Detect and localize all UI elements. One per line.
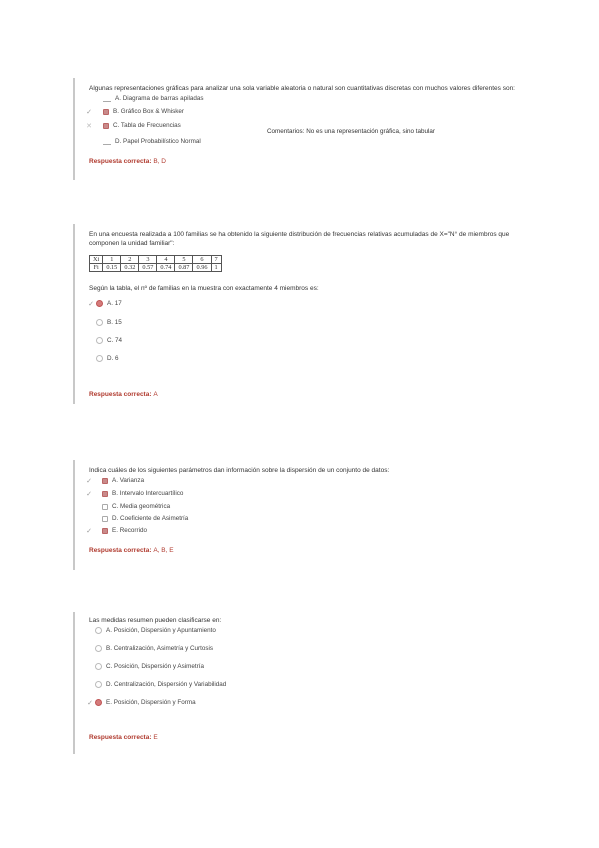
table-row <box>90 264 222 272</box>
table-cell: 0.74 <box>157 264 175 272</box>
q3-option-e-checkbox[interactable] <box>102 528 108 534</box>
q1-option-b-label: B. Gráfico Box & Whisker <box>113 108 185 115</box>
q2-option-a[interactable] <box>96 300 122 307</box>
question-3-text: Indica cuáles de los siguientes parámetros dan información sobre la dispersión de un conjunto de datos: <box>89 467 390 474</box>
q1-option-b-checkbox[interactable] <box>103 109 109 115</box>
answer-label: Respuesta correcta: <box>89 391 152 398</box>
table-cell: 2 <box>121 256 139 264</box>
q1-correct-answer <box>89 158 166 165</box>
q1-option-a-blank <box>103 96 111 102</box>
q1-option-c-checkbox[interactable] <box>103 123 109 129</box>
answer-value: E <box>153 734 158 741</box>
answer-value: A <box>153 391 158 398</box>
q4-option-c-radio[interactable] <box>95 663 102 670</box>
check-icon: ✓ <box>88 301 94 308</box>
check-icon: ✓ <box>86 109 92 116</box>
question-1 <box>73 78 535 180</box>
q1-option-a[interactable] <box>103 95 204 102</box>
q3-option-c[interactable] <box>102 503 170 510</box>
answer-value: A, B, E <box>153 547 174 554</box>
table-cell: 3 <box>139 256 157 264</box>
check-icon: ✓ <box>86 478 92 485</box>
table-cell: 7 <box>211 256 221 264</box>
q2-option-b-label: B. 15 <box>107 319 122 326</box>
q3-option-e[interactable] <box>102 527 147 534</box>
q3-option-a[interactable] <box>102 477 144 484</box>
q2-option-c-radio[interactable] <box>96 337 103 344</box>
table-cell: 6 <box>193 256 211 264</box>
q4-option-a-label: A. Posición, Dispersión y Apuntamiento <box>106 627 216 634</box>
table-cell: 0.96 <box>193 264 211 272</box>
q3-option-b-checkbox[interactable] <box>102 491 108 497</box>
table-cell: 0.15 <box>103 264 121 272</box>
q2-option-a-radio[interactable] <box>96 300 103 307</box>
check-icon: ✓ <box>87 700 93 707</box>
q2-option-b[interactable] <box>96 319 122 326</box>
table-cell: 4 <box>157 256 175 264</box>
q4-option-b-radio[interactable] <box>95 645 102 652</box>
answer-label: Respuesta correcta: <box>89 734 152 741</box>
q1-option-d[interactable] <box>103 138 201 145</box>
question-2-prompt: Según la tabla, el nº de familias en la muestra con exactamente 4 miembros es: <box>89 285 319 292</box>
q2-option-d-radio[interactable] <box>96 355 103 362</box>
question-4-text: Las medidas resumen pueden clasificarse en: <box>89 617 222 624</box>
table-cell: 0.57 <box>139 264 157 272</box>
answer-label: Respuesta correcta: <box>89 158 152 165</box>
table-row <box>90 256 222 264</box>
q3-correct-answer <box>89 547 174 554</box>
q3-option-a-label: A. Varianza <box>112 477 145 484</box>
q1-option-d-label: D. Papel Probabilístico Normal <box>115 138 201 145</box>
q1-option-b[interactable] <box>103 108 184 115</box>
table-cell: 0.32 <box>121 264 139 272</box>
q3-option-b[interactable] <box>102 490 183 497</box>
question-4 <box>73 612 535 754</box>
q4-option-e-radio[interactable] <box>95 699 102 706</box>
q3-option-a-checkbox[interactable] <box>102 478 108 484</box>
check-icon: ✓ <box>86 528 92 535</box>
answer-label: Respuesta correcta: <box>89 547 152 554</box>
q2-option-b-radio[interactable] <box>96 319 103 326</box>
question-2-text-line1: En una encuesta realizada a 100 familias se ha obtenido la siguiente distribución de frecuencias relativas acumuladas de X="N° de miembros que <box>89 231 510 238</box>
answer-value: B, D <box>153 158 166 165</box>
q4-option-c[interactable] <box>95 663 204 670</box>
table-cell: 0.87 <box>175 264 193 272</box>
cross-icon: ✕ <box>86 123 92 130</box>
question-1-text: Algunas representaciones gráficas para analizar una sola variable aleatoria o natural son cuantitativas discretas con muchos valores diferentes son: <box>89 85 515 92</box>
q3-option-d[interactable] <box>102 515 188 522</box>
q4-option-e[interactable] <box>95 699 196 706</box>
q3-option-d-label: D. Coeficiente de Asimetría <box>112 515 189 522</box>
q4-option-b[interactable] <box>95 645 213 652</box>
q4-correct-answer <box>89 734 158 741</box>
q4-option-d-label: D. Centralización, Dispersión y Variabilidad <box>106 681 227 688</box>
q3-option-d-checkbox[interactable] <box>102 516 108 522</box>
q4-option-c-label: C. Posición, Dispersión y Asimetría <box>106 663 204 670</box>
q2-option-a-label: A. 17 <box>107 300 122 307</box>
q4-option-e-label: E. Posición, Dispersión y Forma <box>106 699 196 706</box>
q4-option-a[interactable] <box>95 627 216 634</box>
q2-option-c-label: C. 74 <box>107 337 123 344</box>
q2-option-d[interactable] <box>96 355 119 362</box>
q4-option-d[interactable] <box>95 681 226 688</box>
q3-option-e-label: E. Recorrido <box>112 527 147 534</box>
q3-option-b-label: B. Intervalo Intercuartílico <box>112 490 184 497</box>
q4-option-b-label: B. Centralización, Asimetría y Curtosis <box>106 645 214 652</box>
table-cell: 5 <box>175 256 193 264</box>
question-2-text-line2: componen la unidad familiar": <box>89 240 175 247</box>
question-2 <box>73 224 535 404</box>
frequency-table <box>89 255 222 272</box>
check-icon: ✓ <box>86 491 92 498</box>
table-cell: 1 <box>103 256 121 264</box>
q1-option-a-label: A. Diagrama de barras apiladas <box>115 95 204 102</box>
q1-option-c[interactable] <box>103 122 181 129</box>
q1-option-d-blank <box>103 139 111 145</box>
q3-option-c-label: C. Media geométrica <box>112 503 171 510</box>
question-3 <box>73 460 535 570</box>
q1-comment: Comentarios: No es una representación gráfica, sino tabular <box>267 128 436 135</box>
q1-option-c-label: C. Tabla de Frecuencias <box>113 122 181 129</box>
q2-option-d-label: D. 6 <box>107 355 119 362</box>
q3-option-c-checkbox[interactable] <box>102 504 108 510</box>
q2-correct-answer <box>89 391 158 398</box>
q4-option-a-radio[interactable] <box>95 627 102 634</box>
table-cell: Xi <box>90 256 103 264</box>
table-cell: Fi <box>90 264 103 272</box>
q4-option-d-radio[interactable] <box>95 681 102 688</box>
q2-option-c[interactable] <box>96 337 122 344</box>
table-cell: 1 <box>211 264 221 272</box>
